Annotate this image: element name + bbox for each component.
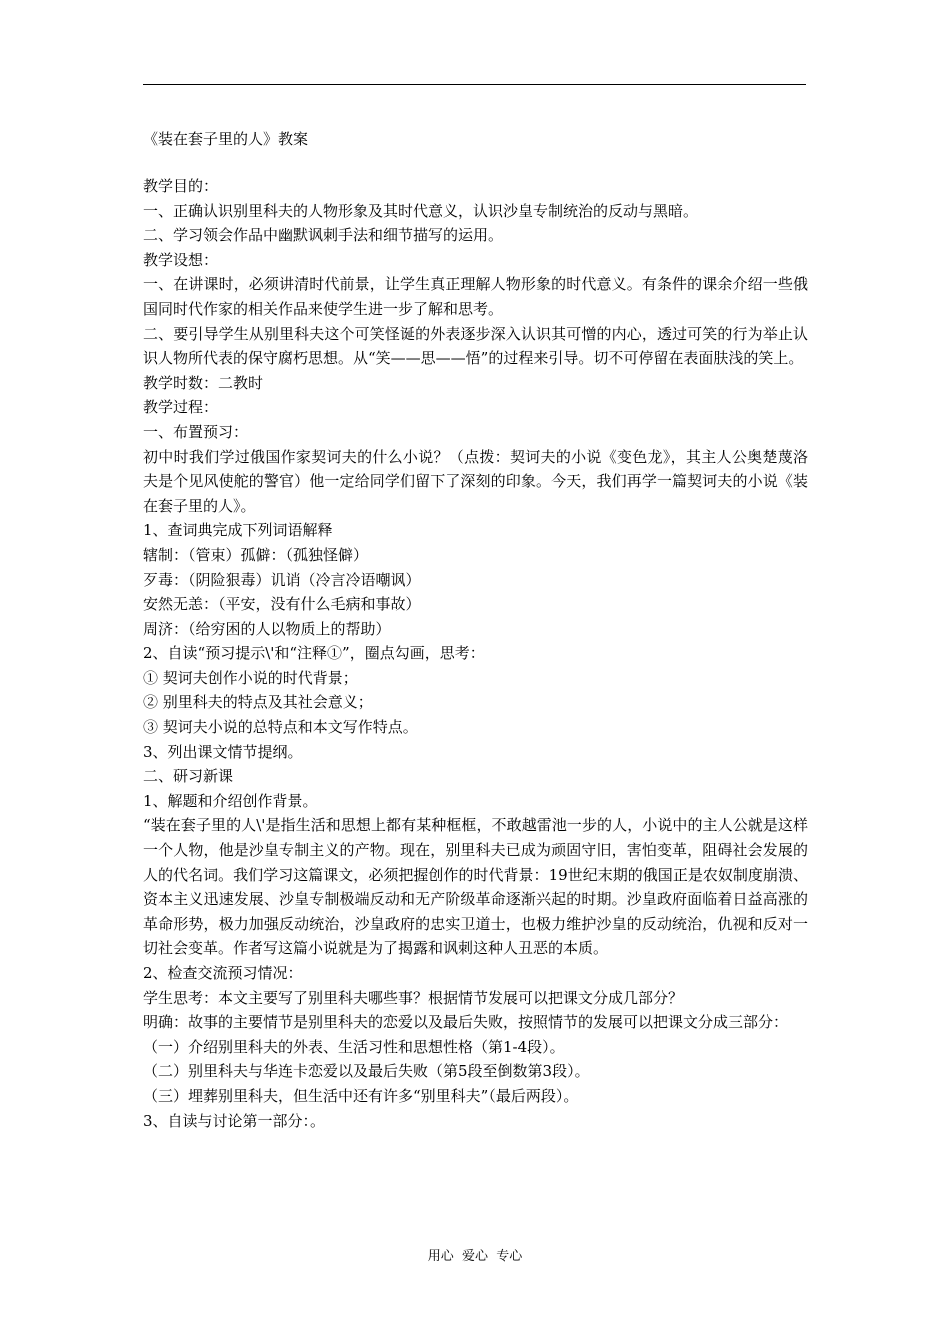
paragraph: 教学时数：二教时 [143,373,264,392]
paragraph: ② 别里科夫的特点及其社会意义； [143,693,373,712]
document-title: 《装在套子里的人》教案 [143,130,309,148]
paragraph: 二、要引导学生从别里科夫这个可笑怪诞的外表逐步深入认识其可憎的内心，透过可笑的行为举止认识人物所代表的保守腐朽思想。从“笑——思——悟”的过程来引导。切不可停留在表面肤浅的笑上。 [143,324,808,368]
paragraph: 安然无恙：（平安，没有什么毛病和事故） [143,595,421,614]
paragraph: 2、检查交流预习情况： [143,964,303,982]
paragraph: 一、正确认识别里科夫的人物形象及其时代意义，认识沙皇专制统治的反动与黑暗。 [143,201,699,220]
paragraph: 教学过程： [143,398,219,417]
paragraph: 1、解题和介绍创作背景。 [143,791,318,810]
paragraph: 一、在讲课时，必须讲清时代前景，让学生真正理解人物形象的时代意义。有条件的课余介绍一些俄国同时代作家的相关作品来使学生进一步了解和思考。 [143,275,808,318]
paragraph: “装在套子里的人\'是指生活和思想上都有某种框框，不敢越雷池一步的人，小说中的主人公就是这样一个人物，他是沙皇专制主义的产物。现在，别里科夫已成为顽固守旧，害怕变革，阻碍社会发展的人的代名词。我们学习这篇课文，必须把握创作的时代背景：19世纪末期的俄国正是农奴制度崩溃、资本主义迅速发展、沙皇专制极端反动和无产阶级革命逐渐兴起的时期。沙皇政府面临着日益高涨的革命形势，极力加强反动统治，沙皇政府的忠实卫道士，也极力维护沙皇的反动统治，仇视和反对一切社会变革。作者写这篇小说就是为了揭露和讽刺这种人丑恶的本质。 [143,816,808,958]
paragraph: ① 契诃夫创作小说的时代背景； [143,668,358,687]
paragraph: （二）别里科夫与华连卡恋爱以及最后失败（第5段至倒数第3段）。 [143,1062,590,1081]
paragraph: 辖制：（管束）孤僻：（孤独怪僻） [143,545,369,564]
paragraph: 3、列出课文情节提纲。 [143,742,303,761]
paragraph: 二、研习新课 [143,767,234,786]
paragraph: ③ 契诃夫小说的总特点和本文写作特点。 [143,718,418,737]
paragraph: （三）埋葬别里科夫，但生活中还有许多“别里科夫”（最后两段）。 [143,1086,579,1105]
paragraph: 1、查词典完成下列词语解释 [143,521,333,540]
paragraph: 2、自读“预习提示\'和“注释①”，圈点勾画，思考： [143,644,485,663]
paragraph: 教学设想： [143,250,219,269]
page-footer: 用心 爱心 专心 [427,1249,523,1264]
paragraph: 周济：（给穷困的人以物质上的帮助） [143,619,391,638]
paragraph: 二、学习领会作品中幽默讽刺手法和细节描写的运用。 [143,226,504,245]
paragraph: 3、自读与讨论第一部分：。 [143,1111,326,1130]
paragraph: 学生思考：本文主要写了别里科夫哪些事？根据情节发展可以把课文分成几部分？ [143,988,684,1007]
paragraph: （一）介绍别里科夫的外表、生活习性和思想性格（第1-4段）。 [143,1037,565,1056]
header-rule [143,84,806,85]
paragraph: 初中时我们学过俄国作家契诃夫的什么小说？（点拨：契诃夫的小说《变色龙》，其主人公奥楚蔑洛夫是个见风使舵的警官）他一定给同学们留下了深刻的印象。今天，我们再学一篇契诃夫的小说《装在套子里的人》。 [143,447,808,515]
document-body [143,174,808,1133]
paragraph: 歹毒：（阴险狠毒）讥诮（冷言冷语嘲讽） [143,570,421,589]
paragraph: 一、布置预习： [143,422,249,441]
paragraph: 明确：故事的主要情节是别里科夫的恋爱以及最后失败，按照情节的发展可以把课文分成三部分： [143,1013,789,1032]
paragraph: 教学目的： [143,177,219,195]
